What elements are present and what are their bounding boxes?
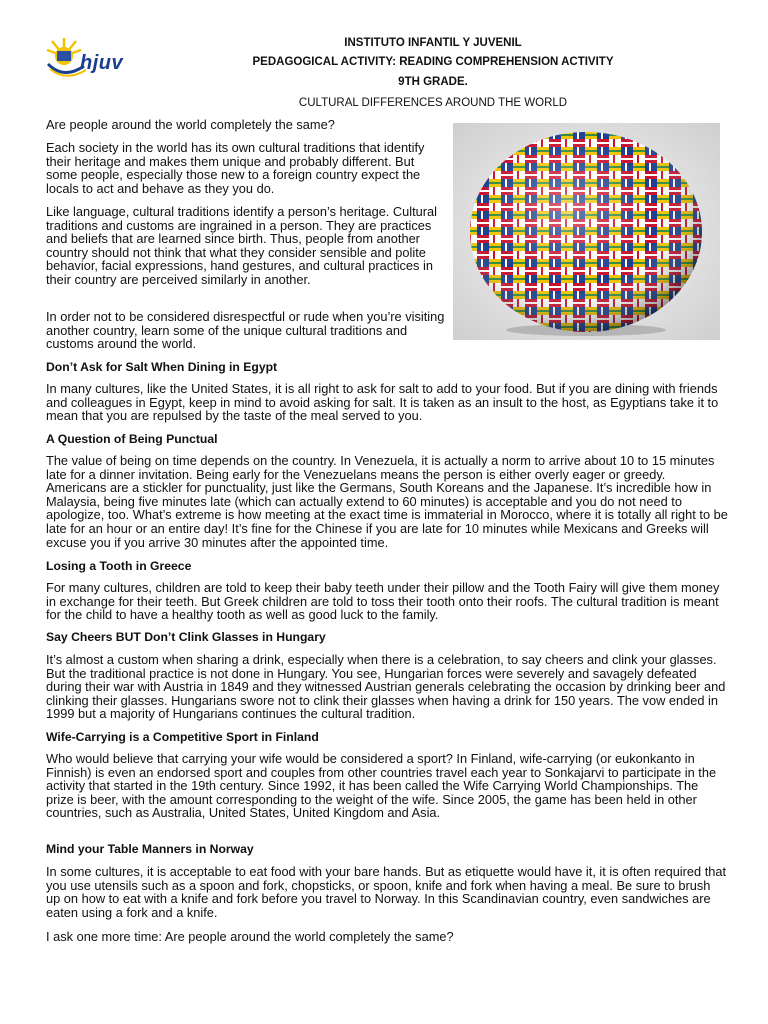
globe-of-flags-icon [453,123,720,340]
intro-paragraph-1: Each society in the world has its own cultural traditions that identify their heritage and makes them unique and probably different. But some people, especially those new to a foreign country expect the locals to act and behave as they you do. [46,140,425,196]
institution-name: INSTITUTO INFANTIL Y JUVENIL [344,37,522,49]
section-body-greece: For many cultures, children are told to keep their baby teeth under their pillow and the Tooth Fairy will give them money in exchange for their teeth. But Greek children are told to toss their tooth onto their roofs. The cultural tradition is meant for the child to have a healthy tooth as well as good luck to the family. [46,580,720,623]
section-heading-egypt: Don’t Ask for Salt When Dining in Egypt [46,360,278,374]
section-heading-punctual: A Question of Being Punctual [46,432,218,446]
intro-question: Are people around the world completely the same? [46,117,335,132]
globe-image [453,123,720,340]
section-body-egypt: In many cultures, like the United States, it is all right to ask for salt to add to your food. But if you are dining with friends and colleagues in Egypt, keep in mind to avoid asking for salt. It is taken as an insult to the host, as Egyptians take it to mean that you are repulsed by the taste of the meal served to you. [46,381,719,424]
section-heading-norway: Mind your Table Manners in Norway [46,842,254,856]
intro-paragraph-3: In order not to be considered disrespectful or rude when you’re visiting another country, learn some of the unique cultural traditions and customs around the world. [46,309,445,352]
intro-paragraph-2: Like language, cultural traditions identify a person’s heritage. Cultural traditions and customs are ingrained in a person. They are practices and beliefs that are learned since birth. Thus, people from another country should not think that what they consider sensible and polite behavior, facial expressions, hand gestures, and cultural practices in their country are perceived similarly in another. [46,204,438,287]
school-logo [44,36,136,80]
document-title: CULTURAL DIFFERENCES AROUND THE WORLD [298,97,568,109]
activity-title: PEDAGOGICAL ACTIVITY: READING COMPREHENSION ACTIVITY [252,56,614,68]
section-heading-greece: Losing a Tooth in Greece [46,559,192,573]
closing-question: I ask one more time: Are people around the world completely the same? [46,929,454,944]
logo-wordmark: hjuv [80,52,124,74]
section-heading-hungary: Say Cheers BUT Don’t Clink Glasses in Hungary [46,630,326,644]
section-body-punctual: The value of being on time depends on the country. In Venezuela, it is actually a norm to arrive about 10 to 15 minutes late for a dinner invitation. Being early for the Venezuelans means the person is either overly eager or greedy. Americans are a stickler for punctuality, just like the Germans, South Koreans and the Japanese. It’s incredible how in Malaysia, being five minutes late (which can actually extend to 60 minutes) is acceptable and you do not need to apologize, too. What’s extreme is how meeting at the exact time is immaterial in Morocco, where it is totally all right to be late for an hour or an entire day! It’s fine for the Chinese if you are late for 10 minutes while Mexicans and Greeks will excuse you if you arrive 30 minutes after the appointed time. [46,453,728,550]
section-body-norway: In some cultures, it is acceptable to eat food with your bare hands. But as etiquette would have it, it is often required that you use utensils such as a spoon and fork, chopsticks, or spoon, knife and fork when having a meal. Be sure to brush up on how to eat with a knife and fork before you travel to Norway. In this Scandinavian country, even sandwiches are eaten using a fork and a knife. [46,864,727,920]
section-body-hungary: It’s almost a custom when sharing a drink, especially when there is a celebration, to say cheers and clink your glasses. But the traditional practice is not done in Hungary. You see, Hungarian forces were severely and savagely defeated during their war with Austria in 1849 and they witnessed Austrian generals celebrating the occasion by drinking beer and clinking their glasses. Hungarians swore not to clink their glasses when having a drink for 150 years. The vow ended in 1999 but a majority of Hungarians continues the cultural tradition. [46,652,726,722]
grade-label: 9TH GRADE. [398,76,468,88]
section-body-finland: Who would believe that carrying your wife would be considered a sport? In Finland, wife-carrying (or eukonkanto in Finnish) is even an endorsed sport and couples from other countries travel each year to Sonkajarvi to participate in the activity that started in the 19th century. Since 1992, it has been called the Wife Carrying World Championships. The prize is beer, with the amount corresponding to the weight of the wife. Since 2005, the game has been held in other countries, such as Australia, United States, United Kingdom and Asia. [46,751,717,821]
section-heading-finland: Wife-Carrying is a Competitive Sport in Finland [46,730,319,744]
